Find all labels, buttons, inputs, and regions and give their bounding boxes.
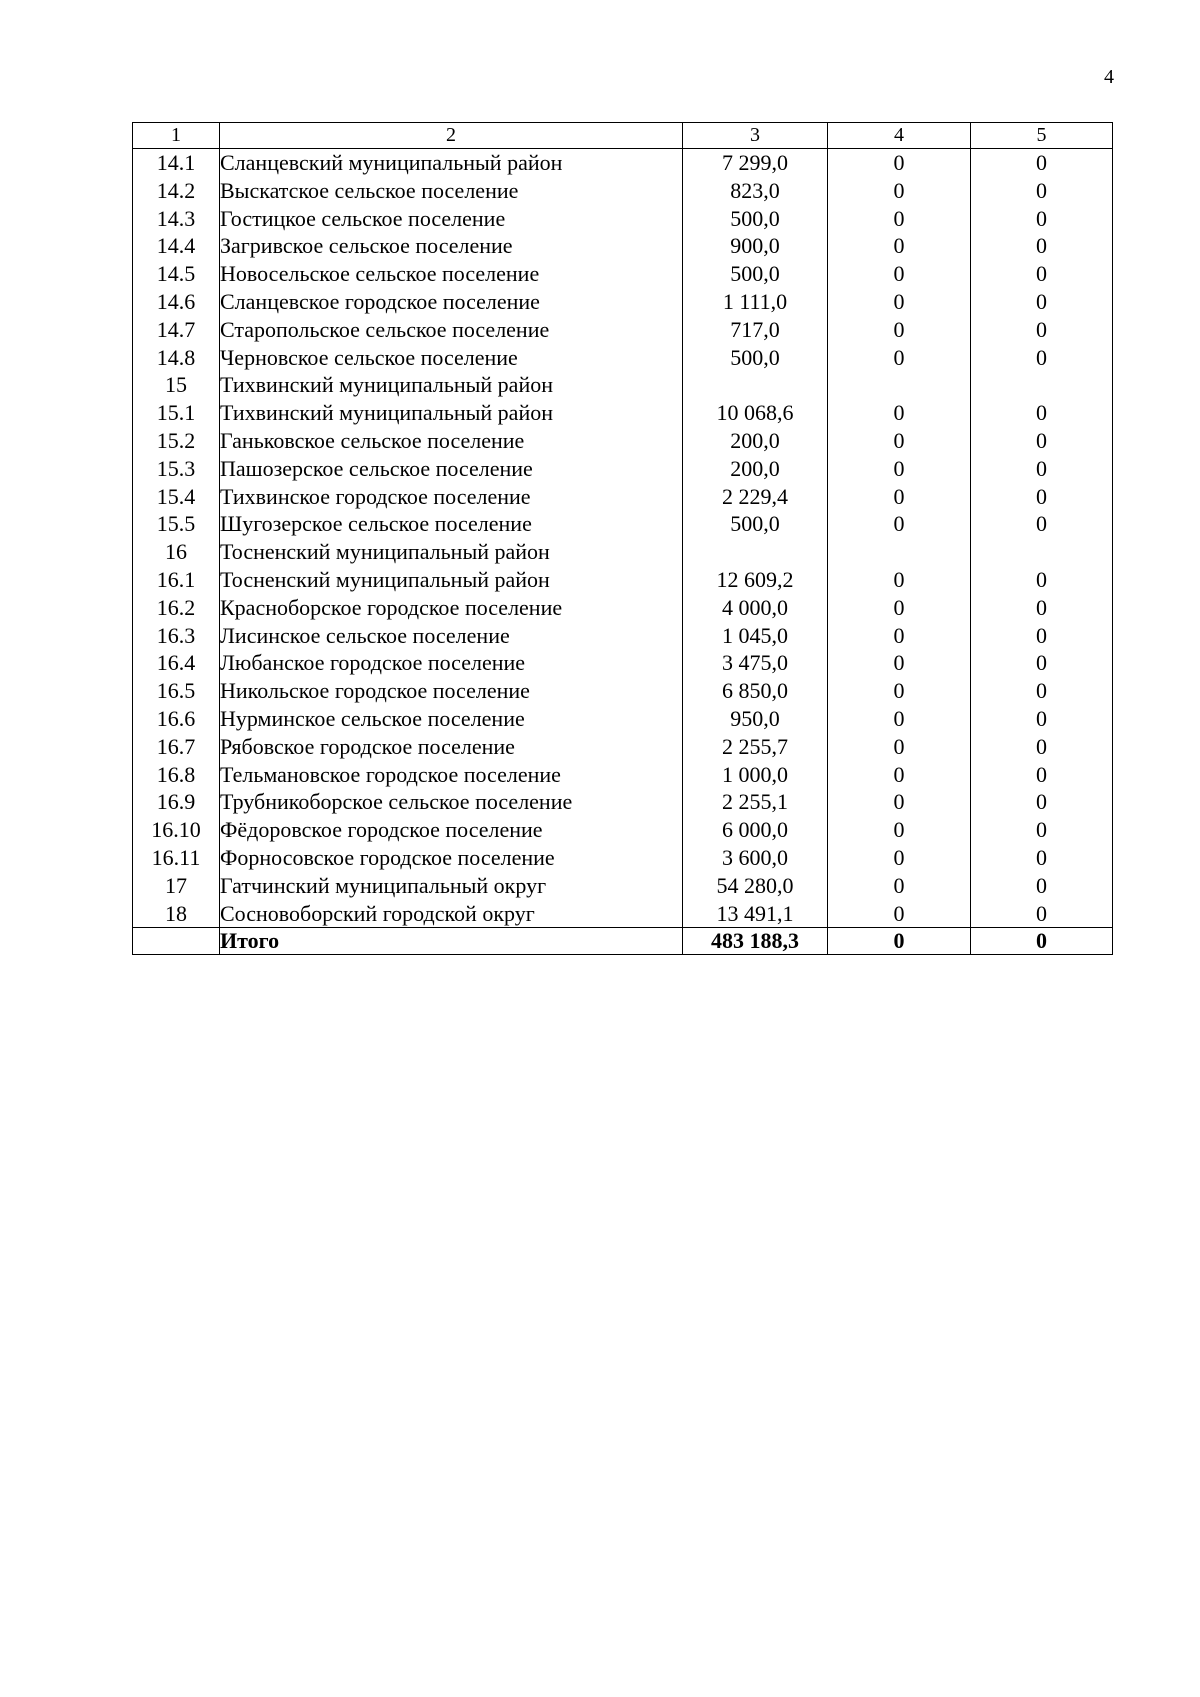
row-name: Красноборское городское поселение	[220, 594, 683, 622]
table-header	[133, 123, 1113, 149]
row-value: 717,0	[683, 316, 828, 344]
row-name: Ганьковское сельское поселение	[220, 427, 683, 455]
row-name: Гостицкое сельское поселение	[220, 205, 683, 233]
row-number: 16.10	[133, 816, 220, 844]
table-row	[133, 566, 1113, 594]
row-value: 2 255,7	[683, 733, 828, 761]
row-col-5: 0	[971, 705, 1113, 733]
row-value: 823,0	[683, 177, 828, 205]
row-name: Пашозерское сельское поселение	[220, 455, 683, 483]
row-col-5: 0	[971, 872, 1113, 900]
row-col-5: 0	[971, 510, 1113, 538]
row-col-5: 0	[971, 844, 1113, 872]
row-name: Тосненский муниципальный район	[220, 538, 683, 566]
row-col-4: 0	[828, 705, 971, 733]
row-col-5: 0	[971, 427, 1113, 455]
row-col-5	[971, 371, 1113, 399]
table-row	[133, 427, 1113, 455]
total-value: 483 188,3	[683, 928, 828, 955]
table-row	[133, 649, 1113, 677]
row-col-5: 0	[971, 816, 1113, 844]
row-name: Черновское сельское поселение	[220, 344, 683, 372]
row-value: 7 299,0	[683, 149, 828, 177]
row-col-4: 0	[828, 872, 971, 900]
table-row	[133, 761, 1113, 789]
row-col-5: 0	[971, 288, 1113, 316]
row-col-5: 0	[971, 594, 1113, 622]
row-col-5: 0	[971, 788, 1113, 816]
row-col-5: 0	[971, 566, 1113, 594]
row-col-4: 0	[828, 232, 971, 260]
row-name: Тихвинский муниципальный район	[220, 399, 683, 427]
row-number: 15.1	[133, 399, 220, 427]
row-value: 54 280,0	[683, 872, 828, 900]
row-number: 16.5	[133, 677, 220, 705]
table-row	[133, 816, 1113, 844]
table-row	[133, 455, 1113, 483]
row-col-4: 0	[828, 677, 971, 705]
row-number: 16	[133, 538, 220, 566]
row-col-4: 0	[828, 177, 971, 205]
row-col-4	[828, 538, 971, 566]
table-row	[133, 371, 1113, 399]
row-col-4: 0	[828, 733, 971, 761]
table-row	[133, 483, 1113, 511]
row-value: 3 600,0	[683, 844, 828, 872]
row-value: 12 609,2	[683, 566, 828, 594]
table-row	[133, 205, 1113, 233]
row-number: 16.7	[133, 733, 220, 761]
row-value: 500,0	[683, 344, 828, 372]
row-col-4: 0	[828, 399, 971, 427]
total-label: Итого	[220, 928, 683, 955]
row-col-4: 0	[828, 205, 971, 233]
row-number: 16.4	[133, 649, 220, 677]
row-col-4: 0	[828, 649, 971, 677]
table-row	[133, 677, 1113, 705]
row-col-4: 0	[828, 510, 971, 538]
row-number: 16.11	[133, 844, 220, 872]
row-name: Гатчинский муниципальный округ	[220, 872, 683, 900]
table-row	[133, 232, 1113, 260]
row-value: 1 111,0	[683, 288, 828, 316]
row-col-5: 0	[971, 149, 1113, 177]
table-row	[133, 510, 1113, 538]
row-value: 900,0	[683, 232, 828, 260]
row-col-4: 0	[828, 900, 971, 928]
table-row	[133, 594, 1113, 622]
row-value: 500,0	[683, 510, 828, 538]
row-col-5: 0	[971, 622, 1113, 650]
row-col-5: 0	[971, 483, 1113, 511]
row-value: 3 475,0	[683, 649, 828, 677]
row-col-5: 0	[971, 177, 1113, 205]
row-col-5: 0	[971, 232, 1113, 260]
row-col-4: 0	[828, 483, 971, 511]
row-col-4: 0	[828, 149, 971, 177]
row-value: 13 491,1	[683, 900, 828, 928]
total-col-4: 0	[828, 928, 971, 955]
row-name: Тихвинское городское поселение	[220, 483, 683, 511]
table-row	[133, 316, 1113, 344]
header-col-3: 3	[683, 123, 828, 149]
row-col-5: 0	[971, 761, 1113, 789]
row-value: 4 000,0	[683, 594, 828, 622]
row-number: 16.1	[133, 566, 220, 594]
row-value	[683, 371, 828, 399]
row-number: 15.5	[133, 510, 220, 538]
row-col-4: 0	[828, 594, 971, 622]
row-col-4: 0	[828, 427, 971, 455]
row-name: Сосновоборский городской округ	[220, 900, 683, 928]
row-value: 500,0	[683, 205, 828, 233]
row-number: 14.7	[133, 316, 220, 344]
row-name: Любанское городское поселение	[220, 649, 683, 677]
row-value: 6 850,0	[683, 677, 828, 705]
table-row	[133, 344, 1113, 372]
row-name: Трубникоборское сельское поселение	[220, 788, 683, 816]
table-row	[133, 900, 1113, 928]
row-col-4: 0	[828, 761, 971, 789]
row-col-5: 0	[971, 399, 1113, 427]
row-number: 14.4	[133, 232, 220, 260]
row-value	[683, 538, 828, 566]
total-num	[133, 928, 220, 955]
row-name: Выскатское сельское поселение	[220, 177, 683, 205]
row-col-4: 0	[828, 316, 971, 344]
header-row	[133, 123, 1113, 149]
row-number: 15.3	[133, 455, 220, 483]
row-number: 14.3	[133, 205, 220, 233]
row-name: Старопольское сельское поселение	[220, 316, 683, 344]
header-col-5: 5	[971, 123, 1113, 149]
row-value: 10 068,6	[683, 399, 828, 427]
table-row	[133, 705, 1113, 733]
row-col-5: 0	[971, 733, 1113, 761]
header-col-4: 4	[828, 123, 971, 149]
table-row	[133, 288, 1113, 316]
row-number: 16.9	[133, 788, 220, 816]
row-name: Лисинское сельское поселение	[220, 622, 683, 650]
row-name: Нурминское сельское поселение	[220, 705, 683, 733]
row-number: 14.5	[133, 260, 220, 288]
row-value: 1 000,0	[683, 761, 828, 789]
table-row	[133, 733, 1113, 761]
row-col-4: 0	[828, 344, 971, 372]
row-value: 950,0	[683, 705, 828, 733]
row-col-4: 0	[828, 288, 971, 316]
row-col-5: 0	[971, 344, 1113, 372]
row-value: 500,0	[683, 260, 828, 288]
row-number: 14.8	[133, 344, 220, 372]
row-name: Рябовское городское поселение	[220, 733, 683, 761]
row-name: Форносовское городское поселение	[220, 844, 683, 872]
row-col-4: 0	[828, 566, 971, 594]
row-col-4: 0	[828, 816, 971, 844]
row-col-5: 0	[971, 900, 1113, 928]
row-col-4: 0	[828, 622, 971, 650]
row-col-4: 0	[828, 260, 971, 288]
row-name: Сланцевский муниципальный район	[220, 149, 683, 177]
row-col-4: 0	[828, 844, 971, 872]
row-number: 15	[133, 371, 220, 399]
row-name: Тельмановское городское поселение	[220, 761, 683, 789]
row-number: 14.1	[133, 149, 220, 177]
table-row	[133, 788, 1113, 816]
page-number: 4	[1104, 66, 1114, 88]
row-value: 200,0	[683, 427, 828, 455]
table-row	[133, 260, 1113, 288]
row-col-5: 0	[971, 649, 1113, 677]
table-row	[133, 538, 1113, 566]
row-number: 15.4	[133, 483, 220, 511]
allocation-table	[132, 122, 1113, 955]
row-number: 16.2	[133, 594, 220, 622]
table-row	[133, 622, 1113, 650]
row-number: 14.6	[133, 288, 220, 316]
table-row	[133, 177, 1113, 205]
row-col-5: 0	[971, 455, 1113, 483]
row-name: Никольское городское поселение	[220, 677, 683, 705]
row-number: 18	[133, 900, 220, 928]
row-number: 16.8	[133, 761, 220, 789]
total-row	[133, 928, 1113, 955]
row-col-5	[971, 538, 1113, 566]
row-name: Загривское сельское поселение	[220, 232, 683, 260]
header-col-1: 1	[133, 123, 220, 149]
row-number: 16.6	[133, 705, 220, 733]
row-name: Фёдоровское городское поселение	[220, 816, 683, 844]
total-col-5: 0	[971, 928, 1113, 955]
table-row	[133, 872, 1113, 900]
table-row	[133, 399, 1113, 427]
row-col-5: 0	[971, 260, 1113, 288]
row-col-4: 0	[828, 455, 971, 483]
header-col-2: 2	[220, 123, 683, 149]
row-number: 17	[133, 872, 220, 900]
row-name: Тосненский муниципальный район	[220, 566, 683, 594]
table-footer	[133, 928, 1113, 955]
table-row	[133, 844, 1113, 872]
row-col-4	[828, 371, 971, 399]
row-value: 200,0	[683, 455, 828, 483]
row-name: Шугозерское сельское поселение	[220, 510, 683, 538]
row-name: Новосельское сельское поселение	[220, 260, 683, 288]
row-col-4: 0	[828, 788, 971, 816]
row-name: Тихвинский муниципальный район	[220, 371, 683, 399]
row-col-5: 0	[971, 677, 1113, 705]
row-value: 2 229,4	[683, 483, 828, 511]
table-row	[133, 149, 1113, 177]
row-number: 15.2	[133, 427, 220, 455]
row-name: Сланцевское городское поселение	[220, 288, 683, 316]
row-value: 2 255,1	[683, 788, 828, 816]
row-value: 6 000,0	[683, 816, 828, 844]
row-number: 16.3	[133, 622, 220, 650]
row-value: 1 045,0	[683, 622, 828, 650]
table-body	[133, 149, 1113, 928]
row-col-5: 0	[971, 205, 1113, 233]
row-number: 14.2	[133, 177, 220, 205]
row-col-5: 0	[971, 316, 1113, 344]
